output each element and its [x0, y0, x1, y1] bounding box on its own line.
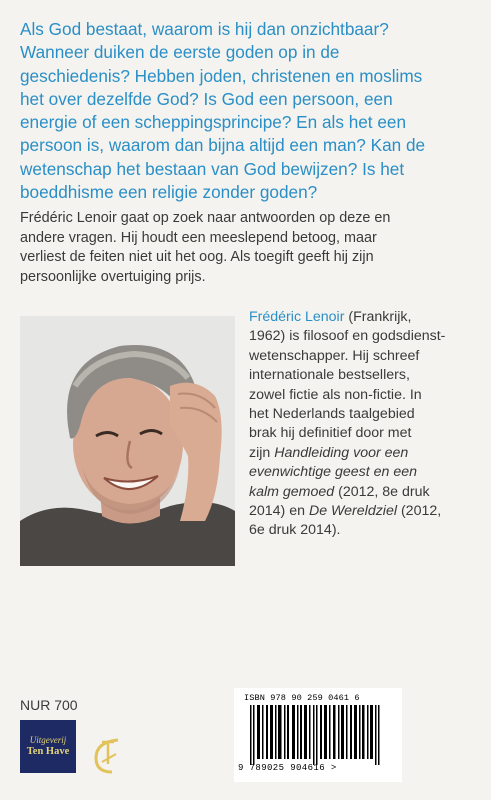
bio-line: kalm gemoed (2012, 8e druk [249, 483, 430, 500]
teaser-line: het over dezelfde God? Is God een persoon, een [20, 88, 393, 109]
bio-line: zowel fictie als non-fictie. In [249, 386, 422, 403]
blurb-line: verliest de feiten niet uit het oog. Als toegift geeft hij zijn [20, 249, 374, 265]
nur-code: NUR 700 [20, 697, 78, 713]
ean-digits: 9 789025 904616 > [238, 763, 337, 773]
teaser-line: wetenschap het bestaan van God bewijzen? Is het [20, 158, 405, 179]
bio-line: internationale bestsellers, [249, 367, 410, 384]
bio-line: het Nederlands taalgebied [249, 406, 415, 423]
publisher-emblem-icon [88, 732, 128, 776]
blurb-text [20, 209, 480, 287]
bio-line: Frédéric Lenoir (Frankrijk, [249, 309, 412, 325]
blurb-line: andere vragen. Hij houdt een meeslepend betoog, maar [20, 229, 377, 246]
teaser-line: energie of een scheppingsprincipe? En als het een [20, 112, 407, 133]
teaser-line: persoon is, waarom dan bijna altijd een man? Kan de [20, 135, 426, 156]
blurb-line: persoonlijke overtuiging prijs. [20, 268, 206, 285]
bio-line: 1962) is filosoof en godsdienst- [249, 328, 446, 345]
teaser-text [20, 18, 480, 204]
book-title: evenwichtige geest en een [249, 464, 418, 481]
book-title: Handleiding voor een [274, 444, 409, 461]
author-photo [20, 316, 235, 566]
isbn-barcode-block [234, 688, 402, 782]
bio-line: wetenschapper. Hij schreef [249, 347, 420, 364]
isbn-label: ISBN 978 90 259 0461 6 [244, 693, 360, 703]
book-title: kalm gemoed [249, 483, 335, 500]
author-bio [249, 308, 485, 541]
teaser-line: boeddhisme een religie zonder goden? [20, 182, 318, 203]
teaser-line: Als God bestaat, waarom is hij dan onzichtbaar? [20, 19, 389, 39]
blurb-line: Frédéric Lenoir gaat op zoek naar antwoorden op deze en [20, 210, 391, 226]
publisher-logo [20, 720, 76, 773]
author-portrait-image [20, 316, 235, 566]
publisher-name: Ten Have [26, 746, 70, 757]
teaser-line: Wanneer duiken de eerste goden op in de [20, 42, 340, 63]
teaser-line: geschiedenis? Hebben joden, christenen en moslims [20, 65, 423, 86]
publisher-small-text: Uitgeverij [29, 735, 67, 745]
bio-line: 2014) en De Wereldziel (2012, [249, 503, 442, 520]
barcode-icon [242, 705, 394, 765]
author-name: Frédéric Lenoir [249, 309, 345, 325]
bio-line: 6e druk 2014). [249, 522, 341, 539]
bio-line: brak hij definitief door met [249, 425, 412, 442]
bio-line: zijn Handleiding voor een [249, 444, 409, 461]
book-title: De Wereldziel [308, 503, 398, 520]
bio-line [249, 463, 485, 482]
